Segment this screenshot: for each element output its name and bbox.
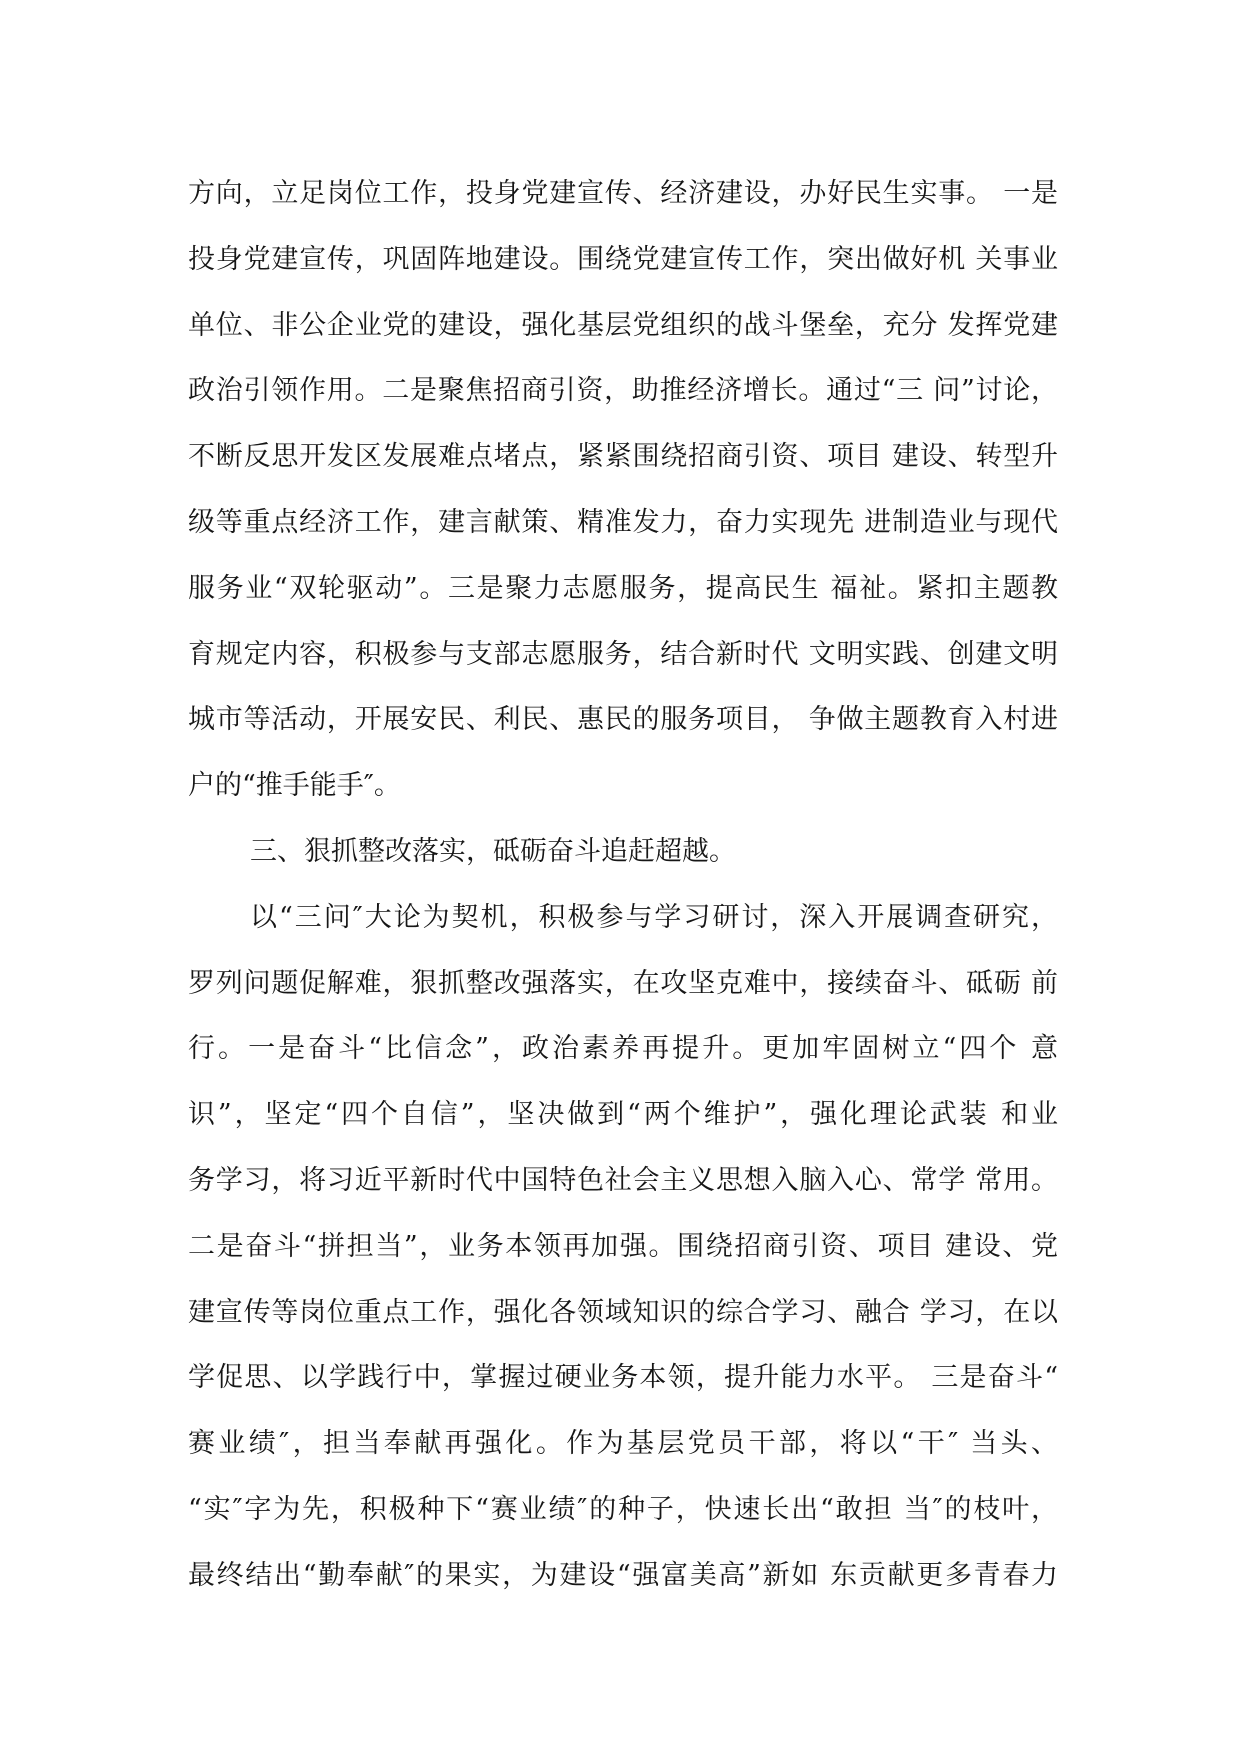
body-text-line: 城市等活动，开展安民、利民、惠民的服务项目， 争做主题教育入村进: [188, 704, 1058, 736]
body-text-line: 罗列问题促解难，狠抓整改强落实，在攻坚克难中，接续奋斗、砥砺 前: [188, 967, 1058, 999]
body-text-line: 不断反思开发区发展难点堵点，紧紧围绕招商引资、项目 建设、转型升: [188, 441, 1058, 473]
body-text-line: 育规定内容，积极参与支部志愿服务，结合新时代 文明实践、创建文明: [188, 638, 1058, 670]
body-text-line: “实″字为先，积极种下“赛业绩″的种子，快速长出“敢担 当″的枝叶，: [188, 1493, 1058, 1525]
body-text-line: 建宣传等岗位重点工作，强化各领域知识的综合学习、融合 学习，在以: [188, 1296, 1058, 1328]
body-text-line: 赛业绩″，担当奉献再强化。作为基层党员干部，将以“干″ 当头、: [188, 1428, 1058, 1460]
body-text-line: 投身党建宣传，巩固阵地建设。围绕党建宣传工作，突出做好机 关事业: [188, 243, 1058, 275]
body-text-line: 服务业“双轮驱动”。三是聚力志愿服务，提高民生 福祉。紧扣主题教: [188, 572, 1058, 604]
body-text-line: 行。一是奋斗“比信念”，政治素养再提升。更加牢固树立“四个 意: [188, 1033, 1058, 1065]
body-text-line: 最终结出“勤奉献″的果实，为建设“强富美高”新如 东贡献更多青春力: [188, 1559, 1058, 1591]
document-body: [188, 161, 1058, 1609]
body-text-line: 级等重点经济工作，建言献策、精准发力，奋力实现先 进制造业与现代: [188, 506, 1058, 538]
body-text-line: 方向，立足岗位工作，投身党建宣传、经济建设，办好民生实事。 一是: [188, 178, 1058, 209]
body-text-line: 以“三问″大论为契机，积极参与学习研讨，深入开展调查研究，: [250, 901, 1058, 933]
body-text-line: 户的“推手能手″。: [188, 770, 401, 802]
section-heading: 三、狠抓整改落实，砥砺奋斗追赶超越。: [250, 835, 736, 867]
body-text-line: 学促思、以学践行中，掌握过硬业务本领，提升能力水平。 三是奋斗“: [188, 1362, 1058, 1394]
body-text-line: 单位、非公企业党的建设，强化基层党组织的战斗堡垒，充分 发挥党建: [188, 309, 1058, 341]
body-text-line: 政治引领作用。二是聚焦招商引资，助推经济增长。通过“三 问”讨论，: [188, 375, 1058, 407]
body-text-line: 务学习，将习近平新时代中国特色社会主义思想入脑入心、常学 常用。: [188, 1164, 1058, 1196]
body-text-line: 二是奋斗“拼担当”，业务本领再加强。围绕招商引资、项目 建设、党: [188, 1230, 1058, 1262]
body-text-line: 识”，坚定“四个自信”，坚决做到“两个维护”，强化理论武装 和业: [188, 1099, 1058, 1131]
paragraph: [188, 885, 1058, 1609]
paragraph-continued: [188, 161, 1058, 819]
